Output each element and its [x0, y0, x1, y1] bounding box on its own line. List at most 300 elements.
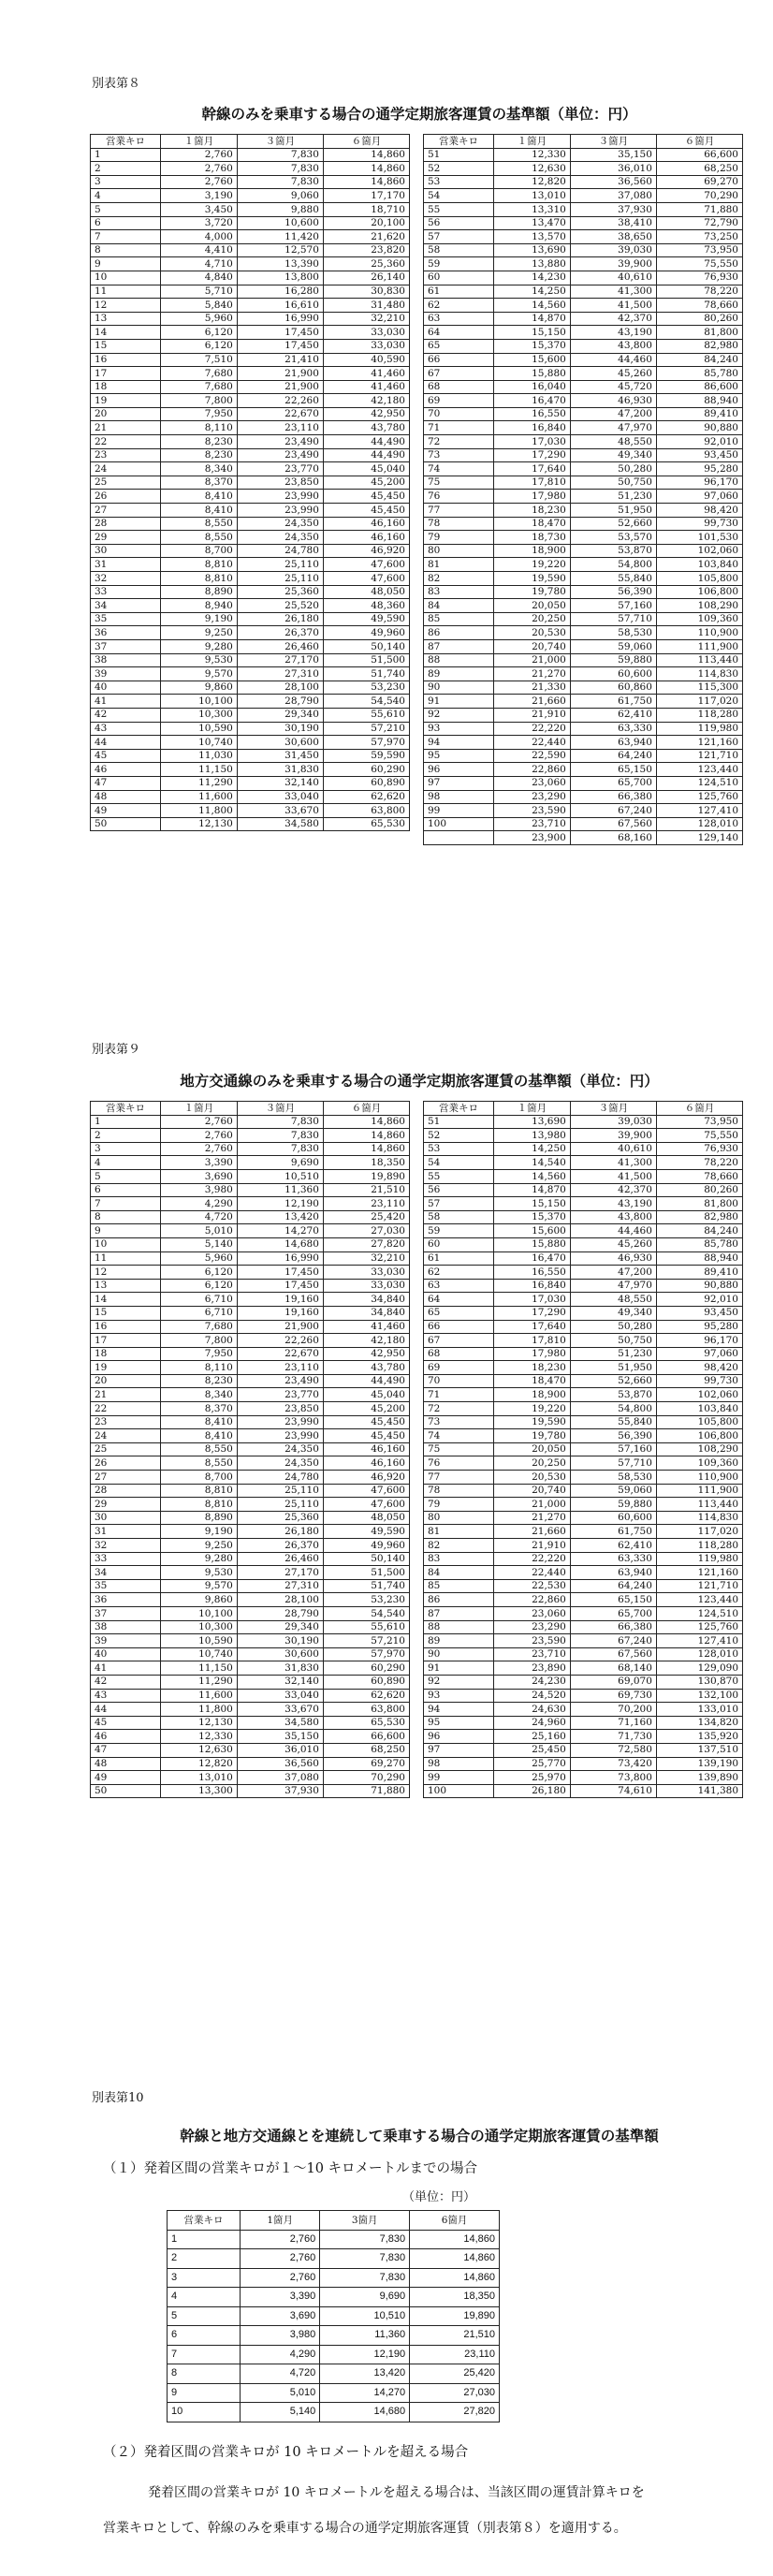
distance-cell: 51 [424, 148, 494, 162]
fare-cell: 22,220 [494, 1552, 571, 1566]
distance-cell: 2 [91, 1129, 161, 1143]
fare-cell: 23,490 [237, 448, 323, 462]
fare-cell: 12,130 [161, 1716, 238, 1730]
fare-cell: 20,100 [323, 216, 409, 230]
table-row [424, 148, 743, 162]
table-row [424, 1730, 743, 1744]
fare-cell: 7,830 [320, 2230, 410, 2249]
fare-cell: 12,820 [161, 1757, 238, 1771]
fare-cell: 4,710 [161, 257, 238, 271]
fare-cell: 45,720 [570, 380, 656, 394]
table-row [91, 1334, 410, 1348]
distance-cell: 4 [91, 1156, 161, 1170]
table-row [91, 1743, 410, 1757]
table-row [91, 257, 410, 271]
fare-cell: 111,900 [656, 639, 742, 653]
fare-cell: 84,240 [656, 353, 742, 367]
distance-cell: 86 [424, 1593, 494, 1607]
fare-cell: 30,190 [237, 1634, 323, 1648]
table-row [91, 708, 410, 722]
table-row [91, 1415, 410, 1429]
table-row [424, 339, 743, 353]
fare-cell: 7,950 [161, 407, 238, 421]
distance-cell: 94 [424, 1703, 494, 1717]
distance-cell [424, 831, 494, 845]
column-header: 1箇月 [241, 2211, 320, 2231]
table-row [424, 367, 743, 381]
fare-cell: 60,860 [570, 681, 656, 695]
table-row [424, 1374, 743, 1388]
distance-cell: 66 [424, 353, 494, 367]
table-row [424, 1115, 743, 1129]
fare-cell: 9,190 [161, 1525, 238, 1539]
distance-cell: 66 [424, 1320, 494, 1334]
table-row [424, 517, 743, 531]
table-row [424, 202, 743, 216]
fare-cell: 21,660 [494, 695, 571, 709]
fare-cell: 20,250 [494, 1456, 571, 1471]
distance-cell: 18 [91, 380, 161, 394]
fare-cell: 124,510 [656, 1606, 742, 1620]
fare-cell: 124,510 [656, 776, 742, 790]
fare-cell: 65,530 [323, 1716, 409, 1730]
section9-label: 別表第９ [92, 1043, 141, 1057]
distance-cell: 4 [168, 2288, 241, 2307]
distance-cell: 12 [91, 1266, 161, 1280]
table-row [91, 639, 410, 653]
distance-cell: 32 [91, 572, 161, 586]
table-row [424, 572, 743, 586]
fare-cell: 65,700 [570, 776, 656, 790]
distance-cell: 99 [424, 804, 494, 818]
fare-cell: 20,740 [494, 1484, 571, 1498]
table-row [168, 2326, 500, 2346]
fare-cell: 21,910 [494, 708, 571, 722]
table-row [424, 612, 743, 626]
fare-cell: 23,290 [494, 790, 571, 804]
distance-cell: 11 [91, 285, 161, 299]
fare-cell: 61,750 [570, 1525, 656, 1539]
fare-cell: 2,760 [241, 2230, 320, 2249]
fare-cell: 45,450 [323, 1429, 409, 1443]
table-row [91, 1183, 410, 1197]
distance-cell: 1 [91, 1115, 161, 1129]
table-row [91, 1730, 410, 1744]
fare-cell: 46,920 [323, 1471, 409, 1485]
table-row [91, 1579, 410, 1593]
column-header: ３箇月 [570, 1102, 656, 1116]
fare-cell: 7,800 [161, 394, 238, 408]
table-row [424, 1237, 743, 1251]
fare-cell: 17,810 [494, 1334, 571, 1348]
fare-cell: 34,840 [323, 1306, 409, 1320]
fare-cell: 55,610 [323, 708, 409, 722]
fare-cell: 8,370 [161, 476, 238, 490]
table-row [91, 476, 410, 490]
fare-cell: 27,170 [237, 653, 323, 667]
fare-cell: 22,860 [494, 763, 571, 777]
fare-cell: 9,530 [161, 1566, 238, 1580]
distance-cell: 26 [91, 490, 161, 504]
fare-cell: 70,290 [323, 1771, 409, 1785]
fare-cell: 41,300 [570, 285, 656, 299]
fare-cell: 54,800 [570, 1402, 656, 1416]
fare-cell: 65,150 [570, 763, 656, 777]
fare-cell: 71,160 [570, 1716, 656, 1730]
fare-cell: 21,000 [494, 653, 571, 667]
fare-cell: 69,070 [570, 1675, 656, 1689]
fare-cell: 40,610 [570, 1142, 656, 1156]
fare-cell: 47,600 [323, 1484, 409, 1498]
distance-cell: 91 [424, 695, 494, 709]
distance-cell: 96 [424, 763, 494, 777]
fare-cell: 80,260 [656, 1183, 742, 1197]
fare-cell: 29,340 [237, 708, 323, 722]
fare-cell: 53,230 [323, 681, 409, 695]
distance-cell: 1 [168, 2230, 241, 2249]
fare-cell: 62,620 [323, 790, 409, 804]
distance-cell: 77 [424, 504, 494, 518]
fare-cell: 37,080 [570, 189, 656, 203]
fare-cell: 54,800 [570, 558, 656, 572]
distance-cell: 79 [424, 531, 494, 545]
fare-cell: 25,360 [237, 585, 323, 599]
fare-cell: 57,710 [570, 612, 656, 626]
fare-cell: 17,290 [494, 1306, 571, 1320]
fare-cell: 13,570 [494, 230, 571, 244]
fare-cell: 118,280 [656, 708, 742, 722]
table-row [424, 667, 743, 681]
fare-cell: 60,890 [323, 776, 409, 790]
distance-cell: 56 [424, 1183, 494, 1197]
distance-cell: 3 [91, 175, 161, 189]
table-row [91, 1634, 410, 1648]
fare-cell: 24,350 [237, 517, 323, 531]
fare-cell: 66,380 [570, 790, 656, 804]
fare-cell: 9,860 [161, 1593, 238, 1607]
fare-cell: 32,210 [323, 1251, 409, 1266]
fare-cell: 49,340 [570, 1306, 656, 1320]
table-row [91, 299, 410, 313]
fare-cell: 15,370 [494, 1210, 571, 1224]
fare-cell: 134,820 [656, 1716, 742, 1730]
distance-cell: 3 [91, 1142, 161, 1156]
fare-cell: 25,110 [237, 572, 323, 586]
table-row [91, 1197, 410, 1211]
fare-cell: 60,600 [570, 667, 656, 681]
fare-cell: 5,140 [161, 1237, 238, 1251]
fare-cell: 92,010 [656, 1293, 742, 1307]
fare-cell: 95,280 [656, 462, 742, 476]
distance-cell: 93 [424, 722, 494, 736]
table-row [91, 435, 410, 449]
fare-cell: 18,900 [494, 1388, 571, 1402]
table-row [424, 230, 743, 244]
fare-cell: 7,830 [320, 2249, 410, 2269]
fare-cell: 21,270 [494, 1511, 571, 1525]
fare-cell: 8,370 [161, 1402, 238, 1416]
fare-cell: 121,160 [656, 736, 742, 750]
fare-cell: 69,270 [323, 1757, 409, 1771]
table-row [424, 531, 743, 545]
fare-cell: 11,600 [161, 1689, 238, 1703]
fare-cell: 21,270 [494, 667, 571, 681]
table-row [424, 653, 743, 667]
fare-cell: 60,290 [323, 1661, 409, 1676]
table-row [91, 1539, 410, 1553]
table-row [91, 667, 410, 681]
fare-cell: 65,150 [570, 1593, 656, 1607]
distance-cell: 4 [91, 189, 161, 203]
fare-cell: 33,040 [237, 790, 323, 804]
table-row [91, 1661, 410, 1676]
distance-cell: 58 [424, 243, 494, 257]
fare-cell: 3,190 [161, 189, 238, 203]
fare-cell: 99,730 [656, 1374, 742, 1388]
section10-table [167, 2210, 500, 2422]
distance-cell: 38 [91, 1620, 161, 1634]
fare-cell: 47,200 [570, 1266, 656, 1280]
fare-cell: 17,170 [323, 189, 409, 203]
fare-cell: 34,580 [237, 817, 323, 831]
fare-cell: 63,940 [570, 736, 656, 750]
fare-cell: 15,600 [494, 353, 571, 367]
fare-cell: 50,280 [570, 1320, 656, 1334]
fare-cell: 42,180 [323, 394, 409, 408]
fare-cell: 128,010 [656, 817, 742, 831]
fare-cell: 36,010 [570, 162, 656, 176]
distance-cell: 87 [424, 639, 494, 653]
fare-cell: 6,120 [161, 339, 238, 353]
fare-cell: 8,890 [161, 1511, 238, 1525]
table-row [91, 339, 410, 353]
distance-cell: 89 [424, 1634, 494, 1648]
fare-cell: 2,760 [161, 148, 238, 162]
distance-cell: 99 [424, 1771, 494, 1785]
fare-cell: 27,820 [323, 1237, 409, 1251]
fare-cell: 9,860 [161, 681, 238, 695]
table-row [424, 1429, 743, 1443]
table-row [424, 1471, 743, 1485]
table-row [91, 230, 410, 244]
fare-cell: 13,310 [494, 202, 571, 216]
fare-cell: 57,970 [323, 1647, 409, 1661]
table-row [424, 599, 743, 613]
distance-cell: 39 [91, 1634, 161, 1648]
fare-cell: 10,740 [161, 1647, 238, 1661]
fare-cell: 11,030 [161, 749, 238, 763]
distance-cell: 53 [424, 1142, 494, 1156]
fare-cell: 16,550 [494, 1266, 571, 1280]
section8-title: 幹線のみを乗車する場合の通学定期旅客運賃の基準額（単位：円） [201, 105, 637, 123]
fare-cell: 37,930 [570, 202, 656, 216]
fare-cell: 26,180 [237, 612, 323, 626]
table-row [424, 1129, 743, 1143]
fare-cell: 44,490 [323, 1374, 409, 1388]
fare-cell: 49,590 [323, 1525, 409, 1539]
fare-cell: 52,660 [570, 1374, 656, 1388]
fare-cell: 23,770 [237, 462, 323, 476]
table-row [424, 1743, 743, 1757]
distance-cell: 76 [424, 490, 494, 504]
distance-cell: 6 [91, 216, 161, 230]
distance-cell: 72 [424, 1402, 494, 1416]
fare-cell: 63,940 [570, 1566, 656, 1580]
distance-cell: 31 [91, 1525, 161, 1539]
fare-cell: 7,830 [320, 2268, 410, 2288]
fare-cell: 45,450 [323, 1415, 409, 1429]
fare-cell: 16,550 [494, 407, 571, 421]
distance-cell: 33 [91, 1552, 161, 1566]
fare-cell: 26,460 [237, 1552, 323, 1566]
fare-cell: 46,160 [323, 1442, 409, 1456]
fare-cell: 17,450 [237, 326, 323, 340]
fare-cell: 72,580 [570, 1743, 656, 1757]
distance-cell: 21 [91, 1388, 161, 1402]
distance-cell: 63 [424, 1279, 494, 1293]
distance-cell: 14 [91, 326, 161, 340]
column-header: １箇月 [161, 135, 238, 149]
table-row [424, 435, 743, 449]
distance-cell: 12 [91, 299, 161, 313]
fare-cell: 54,540 [323, 695, 409, 709]
fare-cell: 31,480 [323, 299, 409, 313]
fare-cell: 5,140 [241, 2403, 320, 2422]
fare-cell: 46,160 [323, 517, 409, 531]
fare-cell: 8,230 [161, 448, 238, 462]
fare-cell: 106,800 [656, 585, 742, 599]
distance-cell: 34 [91, 1566, 161, 1580]
fare-cell: 34,840 [323, 1293, 409, 1307]
fare-cell: 25,970 [494, 1771, 571, 1785]
table-row [424, 1197, 743, 1211]
fare-cell: 114,830 [656, 1511, 742, 1525]
table-row [91, 285, 410, 299]
table-row [91, 394, 410, 408]
distance-cell: 63 [424, 312, 494, 326]
table-row [91, 243, 410, 257]
fare-cell: 25,420 [323, 1210, 409, 1224]
fare-cell: 23,710 [494, 1647, 571, 1661]
fare-cell: 74,610 [570, 1784, 656, 1798]
fare-cell: 19,890 [323, 1169, 409, 1183]
fare-cell: 51,500 [323, 653, 409, 667]
table-row [424, 1293, 743, 1307]
table-row [91, 380, 410, 394]
fare-cell: 98,420 [656, 504, 742, 518]
fare-cell: 7,800 [161, 1334, 238, 1348]
fare-cell: 21,910 [494, 1539, 571, 1553]
fare-cell: 70,200 [570, 1703, 656, 1717]
fare-cell: 21,510 [410, 2326, 500, 2346]
fare-cell: 21,900 [237, 380, 323, 394]
table-row [168, 2306, 500, 2326]
distance-cell: 6 [91, 1183, 161, 1197]
table-row [424, 1306, 743, 1320]
fare-cell: 97,060 [656, 1347, 742, 1361]
fare-cell: 44,490 [323, 448, 409, 462]
table-row [91, 1593, 410, 1607]
table-row [91, 1771, 410, 1785]
fare-cell: 52,660 [570, 517, 656, 531]
fare-cell: 129,140 [656, 831, 742, 845]
distance-cell: 23 [91, 1415, 161, 1429]
fare-cell: 18,900 [494, 544, 571, 558]
fare-cell: 45,200 [323, 1402, 409, 1416]
fare-cell: 6,710 [161, 1306, 238, 1320]
distance-cell: 43 [91, 722, 161, 736]
fare-cell: 28,100 [237, 681, 323, 695]
fare-cell: 8,410 [161, 504, 238, 518]
table-row [91, 216, 410, 230]
table-row [424, 1251, 743, 1266]
distance-cell: 89 [424, 667, 494, 681]
fare-cell: 5,840 [161, 299, 238, 313]
fare-cell: 48,360 [323, 599, 409, 613]
fare-cell: 33,670 [237, 804, 323, 818]
distance-cell: 11 [91, 1251, 161, 1266]
fare-cell: 95,280 [656, 1320, 742, 1334]
fare-cell: 63,800 [323, 804, 409, 818]
fare-cell: 9,280 [161, 1552, 238, 1566]
table-row [91, 1484, 410, 1498]
distance-cell: 34 [91, 599, 161, 613]
table-row [91, 1361, 410, 1375]
fare-cell: 33,030 [323, 326, 409, 340]
fare-cell: 59,060 [570, 639, 656, 653]
fare-cell: 8,410 [161, 1429, 238, 1443]
fare-cell: 2,760 [161, 1129, 238, 1143]
section8-table-right [423, 134, 743, 845]
fare-cell: 113,440 [656, 653, 742, 667]
fare-cell: 24,960 [494, 1716, 571, 1730]
distance-cell: 59 [424, 257, 494, 271]
fare-cell: 4,290 [241, 2345, 320, 2364]
fare-cell: 7,950 [161, 1347, 238, 1361]
fare-cell: 8,230 [161, 1374, 238, 1388]
fare-cell: 8,410 [161, 490, 238, 504]
fare-cell: 51,740 [323, 667, 409, 681]
distance-cell: 16 [91, 1320, 161, 1334]
fare-cell: 22,220 [494, 722, 571, 736]
table-row [91, 490, 410, 504]
table-row [91, 572, 410, 586]
table-row [424, 1456, 743, 1471]
table-row [424, 558, 743, 572]
distance-cell: 9 [91, 257, 161, 271]
fare-cell: 129,090 [656, 1661, 742, 1676]
table-row [91, 1703, 410, 1717]
fare-cell: 22,260 [237, 1334, 323, 1348]
distance-cell: 62 [424, 1266, 494, 1280]
table-row [424, 1552, 743, 1566]
fare-cell: 28,790 [237, 1606, 323, 1620]
fare-cell: 59,880 [570, 653, 656, 667]
distance-cell: 97 [424, 1743, 494, 1757]
fare-cell: 7,680 [161, 1320, 238, 1334]
fare-cell: 42,370 [570, 312, 656, 326]
fare-cell: 5,010 [241, 2383, 320, 2403]
fare-cell: 10,600 [237, 216, 323, 230]
distance-cell: 15 [91, 1306, 161, 1320]
distance-cell: 81 [424, 1525, 494, 1539]
fare-cell: 6,120 [161, 326, 238, 340]
fare-cell: 67,560 [570, 1647, 656, 1661]
table-row [168, 2288, 500, 2307]
fare-cell: 20,250 [494, 612, 571, 626]
fare-cell: 53,230 [323, 1593, 409, 1607]
fare-cell: 10,510 [320, 2306, 410, 2326]
